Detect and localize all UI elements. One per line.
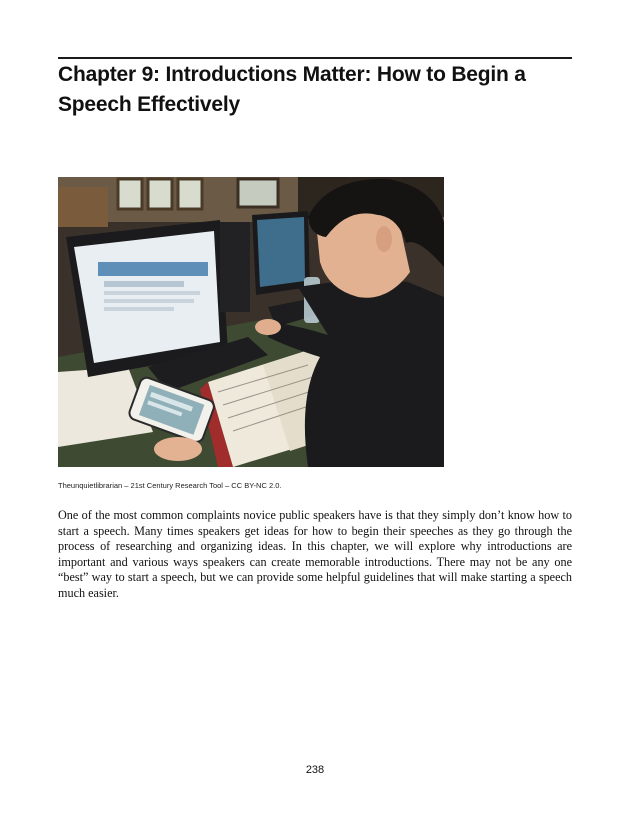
page-number: 238	[305, 764, 325, 776]
title-rule	[58, 57, 572, 59]
photo-caption: Theunquietlibrarian – 21st Century Research Tool – CC BY-NC 2.0.	[58, 481, 282, 490]
chapter-photo	[58, 177, 444, 467]
intro-paragraph: One of the most common complaints novice public speakers have is that they simply don’t know how to start a speech. Many times speakers get ideas for how to begin their speeches as they go through the process of researching and organizing ideas. In this chapter, we will explore why introductions are important and various ways speakers can create memorable introductions. There may not be any one “best” way to start a speech, but we can provide some helpful guidelines that will make starting a speech much easier.	[58, 508, 572, 600]
chapter-title: Chapter 9: Introductions Matter: How to Begin a Speech Effectively	[58, 63, 526, 116]
